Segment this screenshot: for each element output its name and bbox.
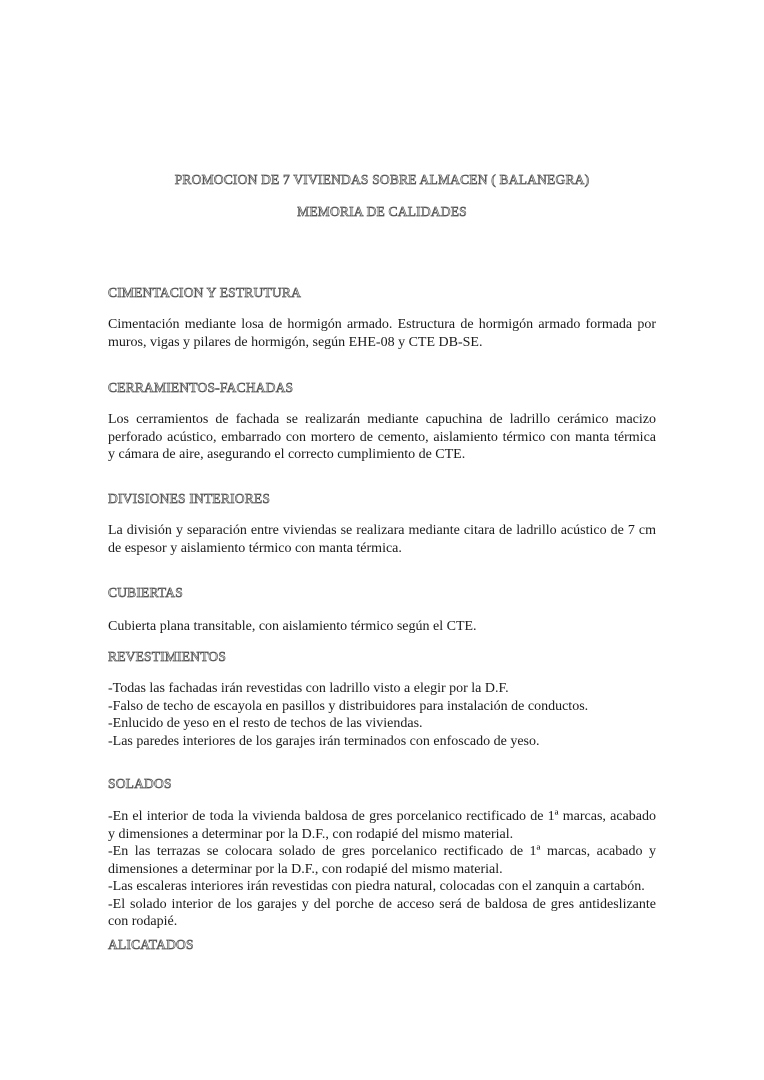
body-line: -El solado interior de los garajes y del porche de acceso será de baldosa de gres antideslizante <box>108 896 656 912</box>
body-line: -En las terrazas se colocara solado de gres porcelanico rectificado de 1ª marcas, acabado y <box>108 844 656 859</box>
body-line: con rodapié. <box>108 914 178 929</box>
document-subtitle: MEMORIA DE CALIDADES <box>297 204 467 219</box>
section-heading-divisiones: DIVISIONES INTERIORES <box>108 491 271 506</box>
body-line: La división y separación entre viviendas se realizara mediante citara de ladrillo acústico de 7 cm <box>108 523 656 538</box>
body-line: dimensiones a determinar por la D.F., con rodapié del mismo material. <box>108 861 503 877</box>
section-heading-revestimientos: REVESTIMIENTOS <box>108 649 227 664</box>
section-body-divisiones <box>108 522 656 557</box>
body-line: -Las escaleras interiores irán revestidas con piedra natural, colocadas con el zanquin a cartabón. <box>108 879 645 894</box>
body-line: muros, vigas y pilares de hormigón, según EHE-08 y CTE DB-SE. <box>108 334 483 350</box>
section-body-cubiertas <box>108 618 656 636</box>
body-line: perforado acústico, embarrado con mortero de cemento, aislamiento térmico con manta térmica <box>108 429 656 445</box>
body-line: de espesor y aislamiento térmico con manta térmica. <box>108 540 402 556</box>
section-body-revestimientos <box>108 680 656 750</box>
section-heading-solados: SOLADOS <box>108 776 172 791</box>
list-item: -Las paredes interiores de los garajes irán terminados con enfoscado de yeso. <box>108 733 540 749</box>
body-line: -En el interior de toda la vivienda baldosa de gres porcelanico rectificado de 1ª marcas, acabado <box>108 809 656 824</box>
section-body-solados <box>108 808 656 931</box>
list-item: -Todas las fachadas irán revestidas con ladrillo visto a elegir por la D.F. <box>108 681 509 696</box>
section-heading-alicatados: ALICATADOS <box>108 937 194 952</box>
list-item: -Enlucido de yeso en el resto de techos de las viviendas. <box>108 716 423 731</box>
document-title: PROMOCION DE 7 VIVIENDAS SOBRE ALMACEN ( BALANEGRA) <box>174 172 590 187</box>
section-heading-cimentacion: CIMENTACION Y ESTRUTURA <box>108 285 302 300</box>
section-heading-cubiertas: CUBIERTAS <box>108 585 183 600</box>
section-heading-cerramientos: CERRAMIENTOS-FACHADAS <box>108 380 294 395</box>
body-line: Los cerramientos de fachada se realizarán mediante capuchina de ladrillo cerámico macizo <box>108 412 656 427</box>
body-line: y dimensiones a determinar por la D.F., con rodapié del mismo material. <box>108 826 514 842</box>
section-body-cerramientos <box>108 411 656 464</box>
body-line: Cimentación mediante losa de hormigón armado. Estructura de hormigón armado formada por <box>108 317 656 332</box>
list-item: -Falso de techo de escayola en pasillos y distribuidores para instalación de conductos. <box>108 698 589 714</box>
body-line: y cámara de aire, asegurando el correcto cumplimiento de CTE. <box>108 447 466 462</box>
section-body-cimentacion <box>108 316 656 351</box>
body-line: Cubierta plana transitable, con aislamiento térmico según el CTE. <box>108 619 477 634</box>
